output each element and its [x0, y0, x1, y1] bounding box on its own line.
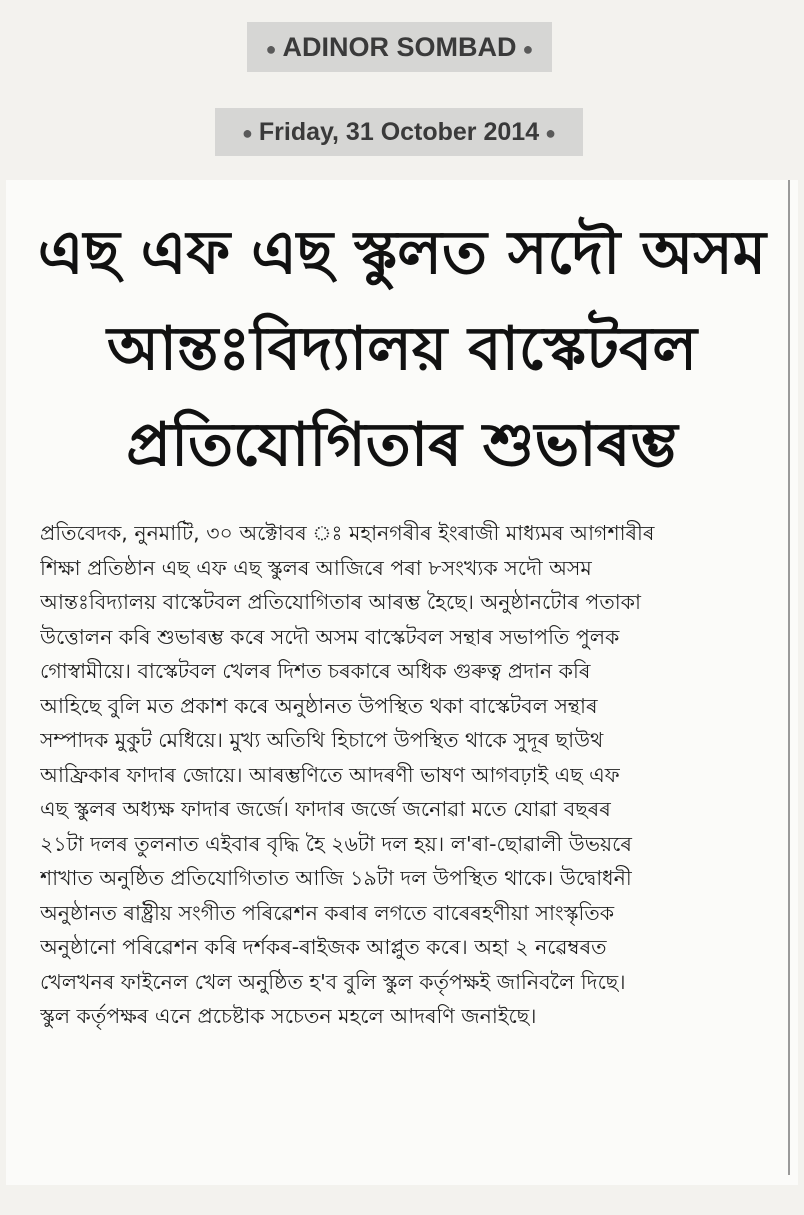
bullet-icon: ● [522, 38, 534, 59]
headline-line: এছ এফ এছ স্কুলত সদৌ অসম [37, 218, 767, 288]
body-line: সম্পাদক মুকুট মেধিয়ে। মুখ্য অতিথি হিচাপে উপস্থিত থাকে সুদূৰ ছাউথ [40, 728, 604, 752]
body-line: খেলখনৰ ফাইনেল খেল অনুষ্ঠিত হ'ব বুলি স্কুল কৰ্তৃপক্ষই জানিবলৈ দিছে। [40, 969, 626, 994]
body-line: গোস্বামীয়ে। বাস্কেটবল খেলৰ দিশত চৰকাৰে অধিক গুৰুত্ব প্ৰদান কৰি [40, 659, 591, 683]
body-line: আহিছে বুলি মত প্ৰকাশ কৰে অনুষ্ঠানত উপস্থিত থকা বাস্কেটবল সন্থাৰ [40, 693, 598, 718]
bullet-icon: ● [545, 123, 556, 144]
body-line: আফ্ৰিকাৰ ফাদাৰ জোয়ে। আৰম্ভণিতে আদৰণী ভাষণ আগবঢ়াই এছ এফ [40, 762, 620, 787]
body-line: এছ স্কুলৰ অধ্যক্ষ ফাদাৰ জৰ্জে। ফাদাৰ জৰ্জে জনোৱা মতে যোৱা বছৰৰ [40, 797, 611, 821]
article-body [40, 516, 775, 1034]
publication-date-label [215, 108, 583, 156]
headline-line: আন্তঃবিদ্যালয় বাস্কেটবল [106, 314, 698, 384]
body-line: প্ৰতিবেদক, নুনমাটি, ৩০ অক্টোবৰ ঃ মহানগৰীৰ ইংৰাজী মাধ্যমৰ আগশাৰীৰ [40, 521, 655, 545]
newspaper-name: ADINOR SOMBAD [282, 32, 517, 62]
clipping-edge [788, 180, 790, 1175]
body-line: অনুষ্ঠানত ৰাষ্ট্ৰীয় সংগীত পৰিৱেশন কৰাৰ লগতে বাৰেৰহণীয়া সাংস্কৃতিক [40, 900, 615, 925]
body-line: স্কুল কৰ্তৃপক্ষৰ এনে প্ৰচেষ্টাক সচেতন মহলে আদৰণি জনাইছে। [40, 1004, 537, 1028]
article-headline [30, 205, 774, 493]
headline-line: প্ৰতিযোগিতাৰ শুভাৰম্ভ [126, 410, 678, 480]
newspaper-name-label [247, 22, 552, 72]
body-line: ২১টা দলৰ তুলনাত এইবাৰ বৃদ্ধি হৈ ২৬টা দল হয়। ল'ৰা-ছোৱালী উভয়ৰে [40, 831, 632, 856]
publication-date: Friday, 31 October 2014 [258, 118, 540, 146]
bullet-icon: ● [265, 38, 277, 59]
body-line: শাখাত অনুষ্ঠিত প্ৰতিযোগিতাত আজি ১৯টা দল উপস্থিত থাকে। উদ্বোধনী [40, 866, 632, 890]
body-line: আন্তঃবিদ্যালয় বাস্কেটবল প্ৰতিযোগিতাৰ আৰম্ভ হৈছে। অনুষ্ঠানটোৰ পতাকা [40, 590, 641, 614]
body-line: অনুষ্ঠানো পৰিৱেশন কৰি দৰ্শকৰ-ৰাইজক আপ্লুত কৰে। অহা ২ নৱেম্বৰত [40, 935, 607, 959]
bullet-icon: ● [242, 123, 253, 144]
body-line: উত্তোলন কৰি শুভাৰম্ভ কৰে সদৌ অসম বাস্কেটবল সন্থাৰ সভাপতি পুলক [40, 624, 620, 649]
body-line: শিক্ষা প্ৰতিষ্ঠান এছ এফ এছ স্কুলৰ আজিৰে পৰা ৮সংখ্যক সদৌ অসম [40, 555, 592, 580]
